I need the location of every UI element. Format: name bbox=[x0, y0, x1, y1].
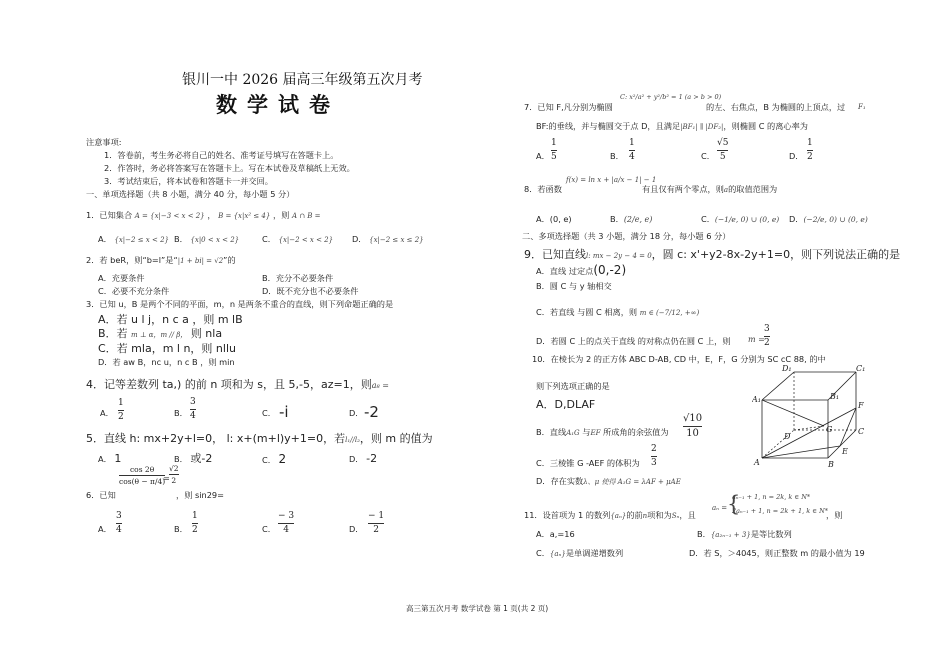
cube-diagram bbox=[752, 362, 872, 470]
q4-stem bbox=[86, 378, 389, 391]
q9-option-c-text: C．若直线 与圆 C 相离，则 bbox=[536, 307, 638, 317]
q5-option-b-value: 或-2 bbox=[190, 452, 213, 465]
q9-option-d-den: 2 bbox=[764, 337, 770, 348]
q8-stem: 8．若函数 bbox=[524, 184, 562, 194]
q7-cond: |BF₁| ∥ |DF₂| bbox=[680, 123, 724, 131]
q7-option-d-label: D． bbox=[789, 151, 804, 161]
q6-option-b-label: B． bbox=[174, 524, 188, 534]
q8-option-b[interactable] bbox=[610, 215, 652, 225]
q10-option-b-math: A₁G bbox=[566, 429, 580, 437]
q2-option-c[interactable] bbox=[98, 287, 169, 297]
q3-option-a[interactable]: A．若 u l j，n c a ，则 m lB bbox=[98, 313, 243, 326]
q4-option-b[interactable] bbox=[190, 397, 196, 422]
q9-option-d[interactable]: D．若圆 C 上的点关于直线 的对称点仍在圆 C 上，则 bbox=[536, 336, 731, 346]
q8-option-b-label: B． bbox=[610, 214, 624, 224]
q8-option-c-label: C． bbox=[701, 214, 715, 224]
q4-option-a[interactable] bbox=[118, 398, 124, 423]
q11-option-c-pre: C． bbox=[536, 548, 550, 558]
q7-option-b-num: 1 bbox=[629, 138, 635, 148]
q8-tail2: 的取值范围为 bbox=[728, 184, 778, 194]
q11-stem-text: 11．设首项为 1 的数列 bbox=[524, 510, 611, 520]
q7-line2a: BF:的垂线，并与椭圆交于点 D，且满足 bbox=[536, 121, 681, 131]
q10-option-c-num: 2 bbox=[651, 444, 657, 454]
school-title: 银川一中 2026 届高三年级第五次月考 bbox=[182, 72, 423, 88]
q2-option-a[interactable] bbox=[98, 274, 145, 284]
q6-rhs-num: √2 bbox=[169, 464, 179, 473]
q5-option-d-value: -2 bbox=[366, 452, 378, 465]
q8-option-d[interactable] bbox=[789, 215, 868, 225]
q7-option-b[interactable] bbox=[629, 138, 635, 163]
q5-option-c-value: 2 bbox=[278, 452, 287, 466]
q7-line2b: ，则椭圆 C 的离心率为 bbox=[723, 121, 808, 131]
q4-option-c[interactable]: -i bbox=[279, 403, 289, 421]
q10-option-b[interactable] bbox=[536, 428, 669, 438]
q11-option-a[interactable]: A．a,=16 bbox=[536, 529, 575, 539]
q5-tail: ，则 m 的值为 bbox=[359, 432, 433, 445]
q3-option-d[interactable]: D．若 aw B，nc u，n c B ，则 min bbox=[98, 357, 235, 367]
q8-function: f(x) = ln x + |a/x − 1| − 1 bbox=[566, 176, 657, 184]
q2-option-d[interactable] bbox=[262, 287, 358, 297]
q7-option-c-den: 5 bbox=[719, 151, 726, 162]
q8-option-a[interactable]: A．(0, e) bbox=[536, 214, 572, 224]
q6-rhs-den: 2 bbox=[171, 476, 177, 485]
q8-option-c[interactable] bbox=[701, 215, 779, 225]
section2-heading: 二、多项选择题（共 3 小题，满分 18 分，每小题 6 分） bbox=[522, 231, 731, 241]
q6-option-c[interactable] bbox=[278, 511, 294, 536]
q6-option-d-label: D． bbox=[349, 524, 364, 534]
q1-option-c-value: {x|−2 < x < 2} bbox=[278, 236, 334, 244]
q6-option-b-num: 1 bbox=[192, 511, 198, 521]
q4-option-d-label: D． bbox=[349, 408, 364, 418]
q10-option-d-math: λ、μ 使得 A₁G = λAF + μAE bbox=[583, 478, 681, 486]
q10-option-b-frac bbox=[683, 413, 702, 440]
q9-option-a[interactable] bbox=[536, 263, 626, 277]
q9-option-c-math: m ∈ (−7/12, +∞) bbox=[639, 309, 700, 317]
q6-lhs-num: cos 2θ bbox=[129, 465, 155, 474]
q4-option-c-label: C． bbox=[262, 408, 276, 418]
q1-then: ，则 bbox=[272, 210, 290, 220]
q2-option-b[interactable] bbox=[262, 274, 333, 284]
q4-option-b-num: 3 bbox=[190, 397, 196, 407]
q1-option-a-label: A． bbox=[98, 234, 112, 244]
q4-option-b-den: 4 bbox=[190, 410, 196, 421]
q11-seq: {aₙ} bbox=[610, 512, 627, 520]
q5-option-c-label: C． bbox=[262, 455, 276, 465]
q5-math: l₁//l₂ bbox=[345, 436, 360, 444]
q1-option-d[interactable] bbox=[352, 235, 424, 245]
q2-math: |1 + bi| = √2 bbox=[177, 257, 224, 265]
q3-option-b-math: m ⊥ α，m // β， bbox=[131, 331, 188, 339]
q2-option-d-label: D． bbox=[262, 286, 277, 296]
q11-s: Sₙ bbox=[671, 512, 680, 520]
q1-option-b-label: B． bbox=[174, 234, 188, 244]
q7-stem: 7．已知 F,凡分别为椭圆 bbox=[524, 102, 613, 112]
q2-option-d-value: 既不充分也不必要条件 bbox=[276, 286, 359, 296]
q1-set-a: A = {x|−3 < x < 2} bbox=[134, 212, 205, 220]
q4-option-a-num: 1 bbox=[118, 398, 124, 408]
q2-option-c-label: C． bbox=[98, 286, 112, 296]
q4-stem-text: 4．记等差数列 ta,) 的前 n 项和为 s，且 5,-5，az=1，则 bbox=[86, 378, 372, 391]
q1-set-b: B = {x|x² ≤ 4} bbox=[218, 212, 271, 220]
q2-option-c-value: 必要不充分条件 bbox=[111, 286, 170, 296]
q8-option-b-value: (2/e, e) bbox=[623, 215, 653, 224]
q3-option-b-pre: B．若 bbox=[98, 327, 128, 340]
q1-option-d-value: {x|−2 ≤ x ≤ 2} bbox=[369, 236, 424, 244]
q5-option-d[interactable] bbox=[349, 452, 377, 465]
q1-option-c[interactable] bbox=[262, 235, 333, 245]
q3-option-b-post: 则 nla bbox=[190, 327, 223, 340]
q1-option-a[interactable] bbox=[98, 235, 169, 245]
notice-heading: 注意事项: bbox=[86, 137, 122, 147]
q4-ask: a₈ = bbox=[371, 381, 389, 390]
q4-option-a-den: 2 bbox=[118, 411, 124, 422]
cube-label-c: C bbox=[858, 427, 865, 436]
q9-mid: ，圆 c: x'+y2-8x-2y+1=0，则下列说法正确的是 bbox=[651, 248, 901, 261]
q8-option-c-value: (−1/e, 0) ∪ (0, e) bbox=[714, 215, 780, 224]
q1-ask: A ∩ B = bbox=[291, 212, 321, 220]
q11-stem bbox=[524, 511, 696, 521]
q6-option-c-den: 4 bbox=[283, 524, 289, 535]
q11-n: n bbox=[642, 512, 648, 520]
q1-stem-text: 1．已知集合 bbox=[86, 210, 133, 220]
exam-title: 数学试卷 bbox=[216, 92, 340, 117]
q8-option-d-value: (−2/e, 0) ∪ (0, e) bbox=[803, 215, 868, 224]
q6-option-b-den: 2 bbox=[192, 524, 198, 535]
q9-option-b[interactable]: B．圆 C 与 y 轴相交 bbox=[536, 281, 612, 291]
q11-mid3: ，且 bbox=[679, 510, 696, 520]
q2-option-a-value: 充要条件 bbox=[111, 273, 145, 283]
q7-option-d-num: 1 bbox=[807, 138, 813, 148]
cube-label-c1: C₁ bbox=[856, 364, 866, 373]
q10-option-b-den: 10 bbox=[686, 428, 699, 439]
q7-option-a[interactable] bbox=[551, 138, 557, 163]
q7-option-d-den: 2 bbox=[807, 151, 813, 162]
q7-option-c-num: √5 bbox=[717, 138, 729, 148]
q9-stem-text: 9．已知直线 bbox=[524, 248, 586, 261]
q3-option-c[interactable]: C．若 mla，m l n，则 nllu bbox=[98, 342, 236, 355]
q4-option-b-label: B． bbox=[174, 408, 188, 418]
cube-label-d: D bbox=[784, 432, 791, 441]
q10-option-b-post: 所成角的余弦值为 bbox=[603, 427, 669, 437]
q8-tail bbox=[642, 185, 777, 195]
q6-option-c-label: C． bbox=[262, 524, 276, 534]
cube-label-a1: A₁ bbox=[752, 395, 761, 404]
q10-stem: 10．在棱长为 2 的正方体 ABC D-AB, CD 中，E，F，G 分别为 SC cC 88, 的中 bbox=[532, 354, 826, 364]
q9-line-eq: l: mx − 2y − 4 = 0 bbox=[586, 252, 652, 260]
q11-option-c-math: {aₙ} bbox=[549, 550, 566, 558]
q5-option-b[interactable] bbox=[174, 452, 212, 465]
q6-option-a-num: 3 bbox=[116, 511, 122, 521]
q10-option-b-num: √10 bbox=[683, 413, 703, 424]
q9-option-a-text: A．直线 过定点 bbox=[536, 266, 594, 276]
notice-item-2: 2．作答时，务必将答案写在答题卡上。写在本试卷及草稿纸上无效。 bbox=[104, 163, 355, 173]
q6-option-d-den: 2 bbox=[373, 524, 379, 535]
q5-option-b-label: B． bbox=[174, 454, 188, 464]
q6-stem: 6．已知 bbox=[86, 490, 116, 500]
q1-stem: 1．已知集合 A = {x|−3 < x < 2} ， B = {x|x² ≤ 4} ，则 A ∩ B = bbox=[86, 210, 321, 220]
q7-option-a-den: 5 bbox=[551, 151, 557, 162]
q9-option-d-frac bbox=[764, 324, 770, 349]
section1-heading: 一、单项选择题（共 8 小题，满分 40 分，每小题 5 分） bbox=[86, 189, 295, 199]
q5-option-a-value: 1 bbox=[114, 452, 122, 465]
q9-option-c[interactable] bbox=[536, 308, 699, 318]
q6-option-a-label: A． bbox=[98, 524, 112, 534]
q1-option-b-value: {x|0 < x < 2} bbox=[190, 236, 240, 244]
q11-option-c-post: 是单调递增数列 bbox=[565, 548, 624, 558]
q2-stem-text: 2．若 beR，则“b=l”是“ bbox=[86, 255, 178, 265]
q11-tail: ，则 bbox=[826, 510, 843, 520]
q7-option-b-label: B． bbox=[610, 151, 624, 161]
q2-stem bbox=[86, 256, 236, 266]
q5-option-a[interactable] bbox=[98, 452, 121, 465]
q5-option-c[interactable] bbox=[262, 452, 286, 466]
q2-option-b-value: 充分不必要条件 bbox=[275, 273, 334, 283]
q10-line2: 则下列选项正确的是 bbox=[536, 381, 610, 391]
q6-option-d-num: − 1 bbox=[368, 511, 385, 521]
q2-tail: ”的 bbox=[223, 255, 236, 265]
q11-piece2: 2aₙ₋₁ + 1, n = 2k + 1, k ∈ N* bbox=[732, 507, 829, 515]
page-footer: 高三第五次月考 数学试卷 第 1 页(共 2 页) bbox=[406, 604, 549, 613]
q1-option-d-label: D． bbox=[352, 234, 367, 244]
q7-option-b-den: 4 bbox=[629, 151, 635, 162]
q9-option-d-num: 3 bbox=[764, 324, 770, 334]
q11-option-b-pre: B． bbox=[697, 529, 711, 539]
q9-option-d-lhs: m = bbox=[748, 335, 765, 344]
q6-option-c-num: − 3 bbox=[278, 511, 295, 521]
cube-label-a: A bbox=[754, 458, 760, 467]
q11-mid2: 项和为 bbox=[647, 510, 672, 520]
q5-option-d-label: D． bbox=[349, 454, 364, 464]
q7-option-a-label: A． bbox=[536, 151, 550, 161]
q11-option-b-post: 是等比数列 bbox=[750, 529, 792, 539]
q11-option-d[interactable]: D．若 S，＞4045，则正整数 m 的最小值为 19 bbox=[689, 548, 865, 558]
q6-option-b[interactable] bbox=[192, 511, 198, 536]
q8-option-d-label: D． bbox=[789, 214, 804, 224]
q10-option-b-pre: B．直线 bbox=[536, 427, 567, 437]
q10-option-c-frac bbox=[651, 444, 657, 469]
q7-ellipse: C: x²/a² + y²/b² = 1 (a > b > 0) bbox=[620, 93, 722, 101]
q9-stem bbox=[524, 248, 900, 261]
q3-option-b[interactable] bbox=[98, 327, 222, 340]
q8-a-symbol: a bbox=[723, 186, 729, 194]
cube-label-b: B bbox=[828, 460, 834, 469]
cube-label-e: E bbox=[842, 447, 848, 456]
q7-option-a-num: 1 bbox=[551, 138, 557, 148]
q11-option-c[interactable] bbox=[536, 549, 623, 559]
q11-piece-lhs: aₙ = bbox=[712, 504, 728, 512]
q6-equals: = bbox=[163, 473, 170, 483]
q10-option-d[interactable] bbox=[536, 477, 681, 487]
cube-label-f: F bbox=[858, 401, 864, 410]
q6-option-d[interactable] bbox=[368, 511, 384, 536]
q6-lhs-den: cos(θ − π/4) bbox=[119, 477, 166, 486]
q10-option-c[interactable]: C．三棱锥 G -AEF 的体积为 bbox=[536, 458, 640, 468]
q6-tail: ，则 sin29= bbox=[176, 490, 224, 500]
q7-option-d[interactable] bbox=[807, 138, 813, 163]
q3-stem: 3．已知 u，B 是两个不同的平面，m，n 是两条不重合的直线，则下列命题正确的是 bbox=[86, 299, 394, 309]
q11-brace: { bbox=[727, 492, 741, 516]
q10-option-b-math2: EF bbox=[590, 429, 601, 437]
q7-line2 bbox=[536, 122, 808, 132]
q5-option-a-label: A． bbox=[98, 454, 112, 464]
q4-option-d[interactable]: -2 bbox=[364, 403, 379, 421]
q9-option-a-point: (0,-2) bbox=[593, 263, 627, 277]
cube-label-g: G bbox=[826, 425, 833, 434]
notice-item-3: 3．考试结束后，将本试卷和答题卡一并交回。 bbox=[104, 176, 273, 186]
q11-option-b-math: {a₂ₙ₋₁ + 3} bbox=[710, 531, 751, 539]
q5-stem bbox=[86, 432, 433, 445]
q1-option-a-value: {x|−2 ≤ x < 2} bbox=[114, 236, 169, 244]
q2-option-a-label: A． bbox=[98, 273, 112, 283]
q11-piece1: aₙ₋₁ + 1, n = 2k, k ∈ N* bbox=[732, 493, 811, 501]
q10-option-c-den: 3 bbox=[651, 457, 657, 468]
q6-option-a-den: 4 bbox=[116, 524, 122, 535]
q2-option-b-label: B． bbox=[262, 273, 276, 283]
q4-option-a-label: A． bbox=[100, 408, 114, 418]
q7-f1: F₁ bbox=[858, 103, 866, 111]
q6-lhs-fraction bbox=[119, 465, 165, 486]
q5-stem-text: 5．直线 h: mx+2y+l=0， l: x+(m+l)y+1=0，若 bbox=[86, 432, 346, 445]
q6-option-a[interactable] bbox=[116, 511, 122, 536]
q8-tail-text: 有且仅有两个零点，则 bbox=[642, 184, 724, 194]
q7-option-c-label: C． bbox=[701, 151, 715, 161]
q10-option-b-mid: 与 bbox=[582, 427, 591, 437]
cube-label-d1: D₁ bbox=[782, 364, 792, 373]
q10-option-d-text: D．存在实数 bbox=[536, 476, 584, 486]
notice-item-1: 1．答卷前，考生务必将自己的姓名、准考证号填写在答题卡上。 bbox=[104, 150, 339, 160]
q1-option-b[interactable] bbox=[174, 235, 239, 245]
q10-option-a[interactable]: A．D,DLAF bbox=[536, 398, 596, 411]
cube-label-b1: B₁ bbox=[830, 392, 840, 401]
q7-option-c[interactable] bbox=[717, 138, 728, 163]
q1-option-c-label: C． bbox=[262, 234, 276, 244]
q11-option-b[interactable] bbox=[697, 530, 792, 540]
q6-rhs-fraction bbox=[169, 464, 179, 485]
q11-mid: 的前 bbox=[626, 510, 643, 520]
q7-tail1: 的左、右焦点，B 为椭圆的上顶点，过 bbox=[706, 102, 846, 112]
